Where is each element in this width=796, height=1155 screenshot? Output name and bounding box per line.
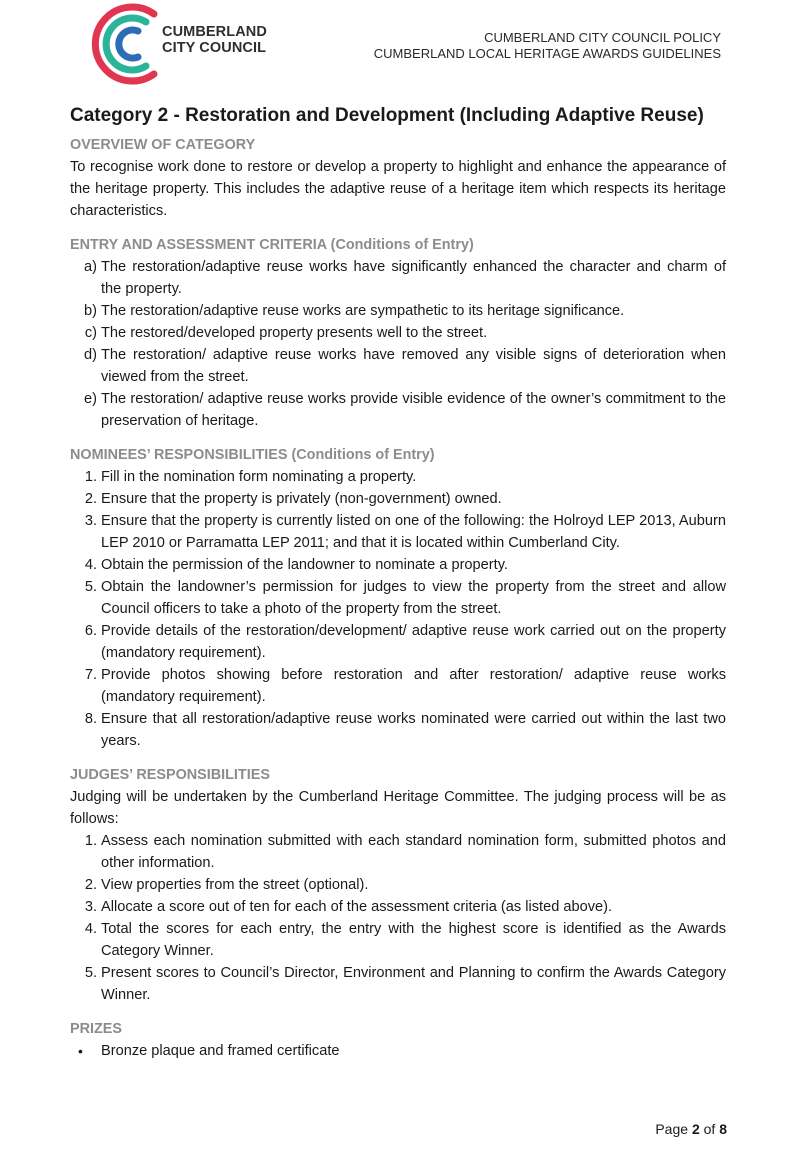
list-item-text: Allocate a score out of ten for each of the assessment criteria (as listed above). xyxy=(101,899,613,915)
criteria-heading-sub: (Conditions of Entry) xyxy=(326,237,474,253)
list-marker: 5. xyxy=(84,579,97,595)
list-marker: a) xyxy=(84,259,97,275)
footer-of: of xyxy=(699,1121,720,1137)
list-marker: 2. xyxy=(84,877,97,893)
list-marker: 4. xyxy=(84,921,97,937)
list-item-text: Obtain the landowner’s permission for judges to view the property from the street and allow Council officers to take a photo of the property from the street. xyxy=(101,579,726,617)
list-marker: d) xyxy=(84,347,97,363)
header-line-2: CUMBERLAND LOCAL HERITAGE AWARDS GUIDELINES xyxy=(373,46,721,61)
list-item xyxy=(70,554,726,576)
footer-prefix: Page xyxy=(655,1121,692,1137)
list-marker: e) xyxy=(84,391,97,407)
council-logo xyxy=(82,2,282,86)
list-item-text: Present scores to Council’s Director, Environment and Planning to confirm the Awards Category Winner. xyxy=(101,965,726,1003)
document-body xyxy=(70,104,726,1062)
list-item-text: The restored/developed property presents well to the street. xyxy=(101,325,488,341)
list-item-text: Ensure that all restoration/adaptive reuse works nominated were carried out within the last two years. xyxy=(101,711,726,749)
list-marker: 3. xyxy=(84,513,97,529)
list-item-text: Assess each nomination submitted with each standard nomination form, submitted photos and other information. xyxy=(101,833,726,871)
list-item-text: Provide details of the restoration/development/ adaptive reuse work carried out on the property (mandatory requirement). xyxy=(101,623,726,661)
list-item xyxy=(70,344,726,388)
list-item-text: The restoration/adaptive reuse works have significantly enhanced the character and charm of the property. xyxy=(101,259,726,297)
footer-total-pages: 8 xyxy=(719,1121,727,1137)
list-marker: 8. xyxy=(84,711,97,727)
list-item xyxy=(70,896,726,918)
list-item xyxy=(70,1040,726,1062)
header-line-1: CUMBERLAND CITY COUNCIL POLICY xyxy=(484,30,721,45)
list-item xyxy=(70,874,726,896)
list-item-text: Total the scores for each entry, the entry with the highest score is identified as the Awards Category Winner. xyxy=(101,921,726,959)
list-item xyxy=(70,300,726,322)
list-marker: 3. xyxy=(84,899,97,915)
criteria-heading-main: ENTRY AND ASSESSMENT CRITERIA xyxy=(70,237,327,253)
list-item xyxy=(70,962,726,1006)
list-item-text: View properties from the street (optional). xyxy=(101,877,369,893)
list-item xyxy=(70,388,726,432)
logo-line-2: CITY COUNCIL xyxy=(162,40,267,56)
list-marker: 2. xyxy=(84,491,97,507)
list-item-text: Ensure that the property is currently listed on one of the following: the Holroyd LEP 2013, Auburn LEP 2010 or Parramatta LEP 2011; and that it is located within Cumberland City. xyxy=(101,513,726,551)
list-item-text: The restoration/ adaptive reuse works have removed any visible signs of deterioration when viewed from the street. xyxy=(101,347,726,385)
page-footer xyxy=(655,1121,727,1137)
list-item xyxy=(70,918,726,962)
prizes-heading: PRIZES xyxy=(70,1021,122,1037)
judges-list xyxy=(70,830,726,1006)
list-marker: 1. xyxy=(84,833,97,849)
list-item xyxy=(70,708,726,752)
list-item xyxy=(70,510,726,554)
overview-heading: OVERVIEW OF CATEGORY xyxy=(70,137,256,153)
list-item xyxy=(70,664,726,708)
list-marker: b) xyxy=(84,303,97,319)
list-item-text: Fill in the nomination form nominating a property. xyxy=(101,469,417,485)
nominees-heading xyxy=(70,444,726,466)
list-marker: 5. xyxy=(84,965,97,981)
overview-text: To recognise work done to restore or develop a property to highlight and enhance the appearance of the heritage property. This includes the adaptive reuse of a heritage item which respects its heritage characteristics. xyxy=(70,159,726,219)
judges-intro: Judging will be undertaken by the Cumberland Heritage Committee. The judging process will be as follows: xyxy=(70,789,726,827)
list-item-text: Obtain the permission of the landowner to nominate a property. xyxy=(101,557,508,573)
criteria-heading xyxy=(70,234,726,256)
list-marker: 4. xyxy=(84,557,97,573)
list-item xyxy=(70,466,726,488)
prizes-list xyxy=(70,1040,726,1062)
judges-heading: JUDGES’ RESPONSIBILITIES xyxy=(70,767,270,783)
criteria-list xyxy=(70,256,726,432)
list-item xyxy=(70,830,726,874)
list-marker: c) xyxy=(84,325,97,341)
list-item xyxy=(70,322,726,344)
list-item xyxy=(70,576,726,620)
list-marker: 7. xyxy=(84,667,97,683)
nominees-heading-sub: (Conditions of Entry) xyxy=(287,447,435,463)
list-item xyxy=(70,620,726,664)
list-marker: • xyxy=(78,1043,83,1059)
list-item-text: Bronze plaque and framed certificate xyxy=(101,1043,340,1059)
nominees-list xyxy=(70,466,726,752)
list-item-text: The restoration/adaptive reuse works are sympathetic to its heritage significance. xyxy=(101,303,625,319)
logo-line-1: CUMBERLAND xyxy=(162,24,267,40)
list-item-text: Ensure that the property is privately (non-government) owned. xyxy=(101,491,502,507)
logo-wordmark xyxy=(162,24,267,56)
page-title: Category 2 - Restoration and Development (Including Adaptive Reuse) xyxy=(70,105,704,126)
list-marker: 1. xyxy=(84,469,97,485)
page-header xyxy=(374,30,721,62)
list-item-text: Provide photos showing before restoration and after restoration/ adaptive reuse works (mandatory requirement). xyxy=(101,667,726,705)
list-marker: 6. xyxy=(84,623,97,639)
list-item xyxy=(70,256,726,300)
council-logo-icon xyxy=(82,2,162,86)
list-item-text: The restoration/ adaptive reuse works provide visible evidence of the owner’s commitment to the preservation of heritage. xyxy=(101,391,726,429)
nominees-heading-main: NOMINEES’ RESPONSIBILITIES xyxy=(70,447,288,463)
footer-current-page: 2 xyxy=(691,1121,700,1137)
list-item xyxy=(70,488,726,510)
